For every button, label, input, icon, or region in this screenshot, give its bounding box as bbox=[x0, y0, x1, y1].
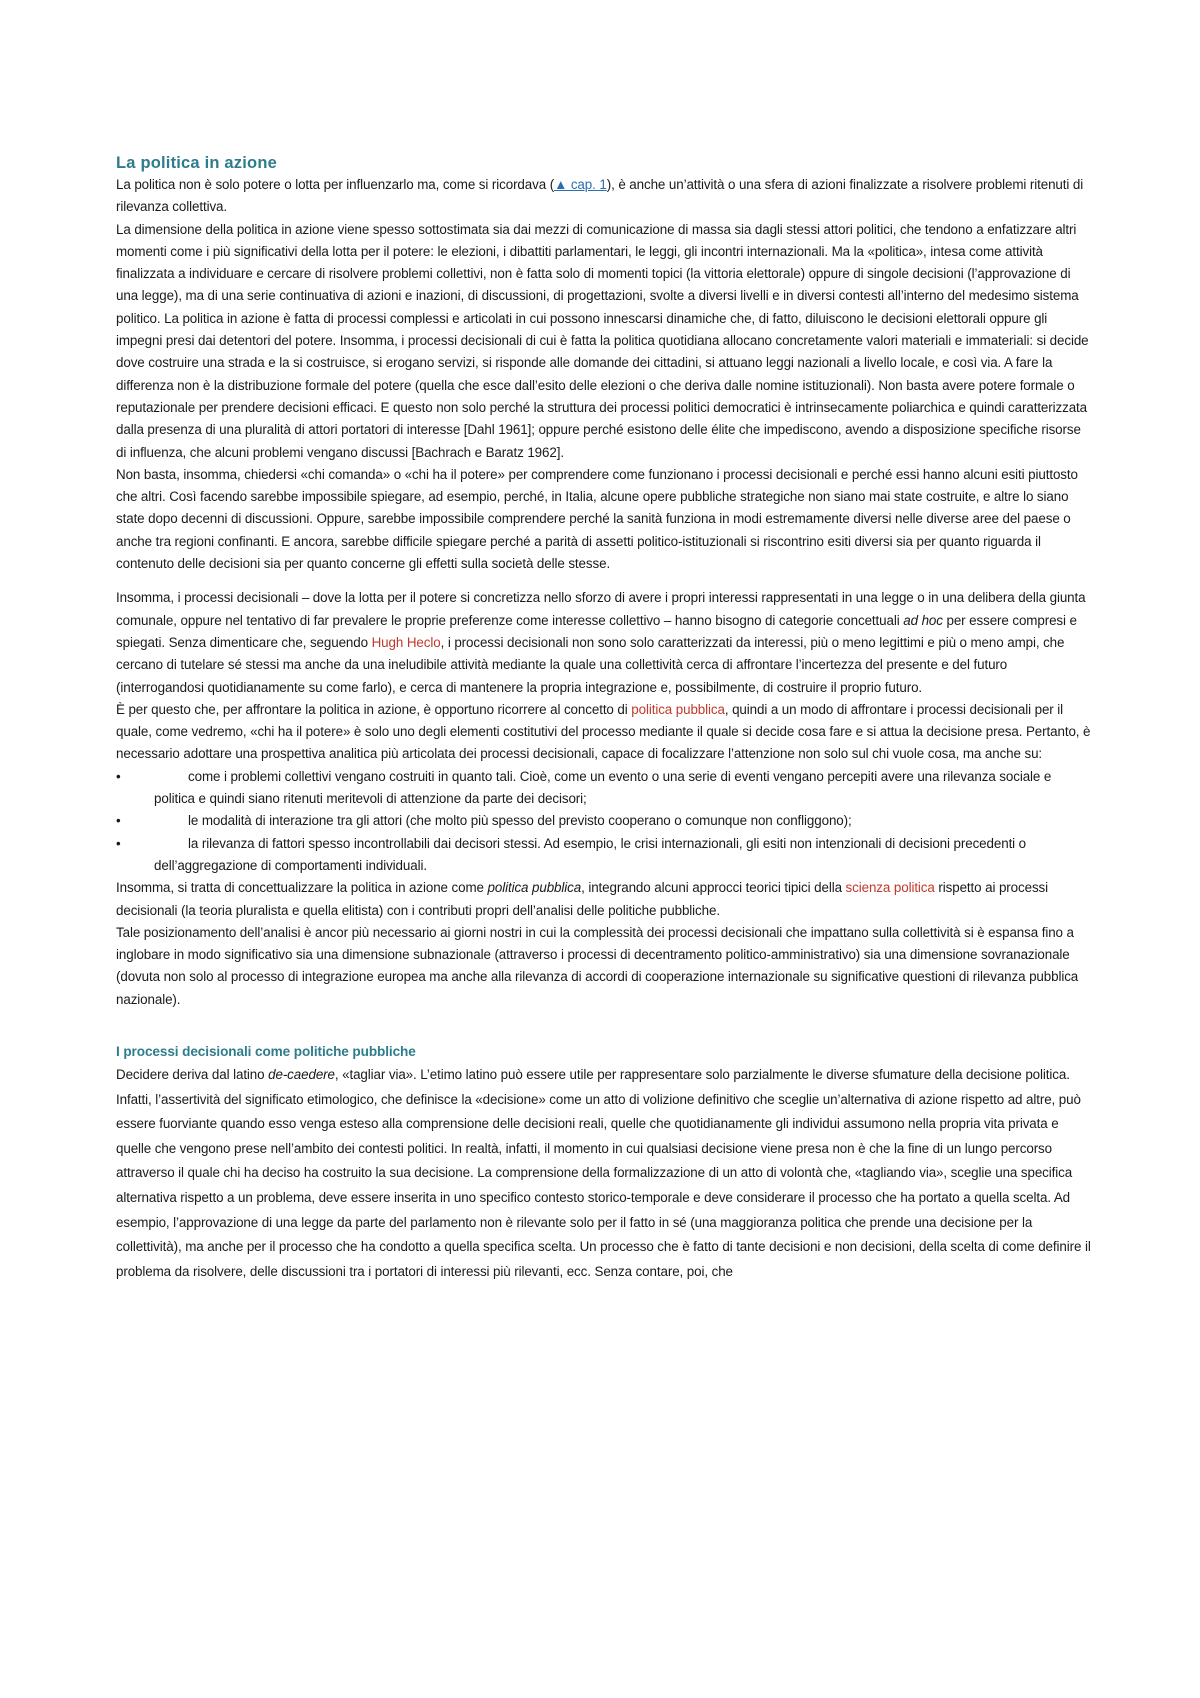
paragraph-per-questo: È per questo che, per affrontare la politica in azione, è opportuno ricorrere al concetto di politica pubblica, quindi a un modo di affrontare i processi decisionali per il quale, come vedremo, «chi ha il potere» è solo uno degli elementi costitutivi del processo mediante il quale si decide cosa fare e si attua la decisione presa. Pertanto, è necessario adottare una prospettiva analitica più articolata dei processi decisionali, capace di focalizzare l’attenzione non solo sul chi vuole cosa, ma anche su: bbox=[116, 701, 1091, 762]
bullet-list bbox=[116, 766, 1092, 877]
paragraph-concettualizzare: Insomma, si tratta di concettualizzare la politica in azione come politica pubblica, integrando alcuni approcci teorici tipici della scienza politica rispetto ai processi decisionali (la teoria pluralista e quella elitista) con i contributi propri dell’analisi delle politiche pubbliche. bbox=[116, 880, 1049, 918]
paragraph-intro: La politica non è solo potere o lotta per influenzarlo ma, come si ricordava (▲ cap. 1), è anche un’attività o una sfera di azioni finalizzate a risolvere problemi ritenuti di rilevanza collettiva. bbox=[116, 177, 1084, 215]
list-item: • le modalità di interazione tra gli attori (che molto più spesso del previsto cooperano o comunque non confliggono); bbox=[116, 810, 1092, 832]
list-item: • la rilevanza di fattori spesso incontrollabili dai decisori stessi. Ad esempio, le crisi internazionali, gli esiti non intenzionali di decisioni precedenti o dell’aggregazione di comportamenti individuali. bbox=[116, 833, 1092, 878]
bullet-icon: • bbox=[116, 835, 121, 851]
bullet-icon: • bbox=[116, 768, 121, 784]
paragraph-insomma: Insomma, i processi decisionali – dove la lotta per il potere si concretizza nello sforzo di avere i propri interessi rappresentati in una legge o in una delibera della giunta comunale, oppure nel tentativo di far prevalere le proprie preferenze come interesse collettivo – hanno bisogno di categorie concettuali ad hoc per essere compresi e spiegati. Senza dimenticare che, seguendo Hugh Heclo, i processi decisionali non sono solo caratterizzati da interessi, più o meno legittimi e più o meno ampi, che cercano di tutelare sé stessi ma anche da una ineludibile attività mediante la quale una collettività cerca di affrontare l’incertezza del presente e del futuro (interrogandosi quotidianamente su come farlo), e cerca di mantenere la propria integrazione e, possibilmente, di costruire il proprio futuro. bbox=[116, 590, 1086, 695]
term-scienza-politica[interactable]: scienza politica bbox=[845, 880, 935, 896]
paragraph-dimensione: La dimensione della politica in azione viene spesso sottostimata sia dai mezzi di comunicazione di massa sia dagli stessi attori politici, che tendono a enfatizzare altri momenti come i più significativi della lotta per il potere: le elezioni, i dibattiti parlamentari, le leggi, gli incontri internazionali. Ma la «politica», intesa come attività finalizzata a individuare e cercare di risolvere problemi collettivi, non è fatta solo di momenti topici (la vittoria elettorale) oppure di singole decisioni (l’approvazione di una legge), ma di una serie continuativa di azioni e inazioni, di discussioni, di progettazioni, svolte a diversi livelli e in diversi contesti all’interno del medesimo sistema politico. La politica in azione è fatta di processi complessi e articolati in cui possono innescarsi dinamiche che, di fatto, diluiscono le decisioni elettorali oppure gli impegni presi dai detentori del potere. Insomma, i processi decisionali di cui è fatta la politica quotidiana allocano concretamente valori materiali e immateriali: si decide dove costruire una strada e la si costruisce, si erogano servizi, si risponde alle domande dei cittadini, si attuano leggi nazionali a livello locale, e così via. A fare la differenza non è la distribuzione formale del potere (quella che esce dall’esito delle elezioni o che deriva dalle nomine istituzionali). Non basta avere potere formale o reputazionale per prendere decisioni efficaci. E questo non solo perché la struttura dei processi politici democratici è intrinsecamente poliarchica e quindi caratterizzata dalla presenza di una pluralità di attori portatori di interesse [Dahl 1961]; oppure perché esistono delle élite che impediscono, avendo a disposizione specifiche risorse di influenza, che alcuni problemi vengano discussi [Bachrach e Baratz 1962]. bbox=[116, 221, 1089, 460]
section-title-politica-in-azione: La politica in azione bbox=[116, 154, 277, 172]
list-item: • come i problemi collettivi vengano costruiti in quanto tali. Cioè, come un evento o una serie di eventi vengano percepiti avere una rilevanza sociale e politica e quindi siano ritenuti meritevoli di attenzione da parte dei decisori; bbox=[116, 766, 1092, 811]
chapter-link[interactable]: ▲ cap. 1 bbox=[554, 177, 607, 192]
paragraph-non-basta: Non basta, insomma, chiedersi «chi comanda» o «chi ha il potere» per comprendere come funzionano i processi decisionali e perché essi hanno alcuni esiti piuttosto che altri. Così facendo sarebbe impossibile spiegare, ad esempio, perché, in Italia, alcune opere pubbliche strategiche non siano mai state costruite, e altre lo siano state dopo decenni di discussioni. Oppure, sarebbe impossibile comprendere perché la sanità funziona in modi estremamente diversi nelle diverse aree del paese o anche tra regioni confinanti. E ancora, sarebbe difficile spiegare perché a parità di assetti politico-istituzionali si riscontrino esiti diversi sia per quanto riguarda il contenuto delle decisioni sia per quanto concerne gli effetti sulla società delle stesse. bbox=[116, 466, 1078, 572]
section-title-processi-decisionali: I processi decisionali come politiche pubbliche bbox=[116, 1043, 416, 1059]
term-hugh-heclo[interactable]: Hugh Heclo bbox=[371, 634, 441, 650]
document-body bbox=[116, 152, 1092, 1284]
paragraph-posizionamento: Tale posizionamento dell’analisi è ancor più necessario ai giorni nostri in cui la complessità dei processi decisionali che impattano sulla collettività si è espansa fino a inglobare in modo significativo sia una dimensione subnazionale (attraverso i processi di decentramento politico-amministrativo) sia una dimensione sovranazionale (dovuta non solo al processo di integrazione europea ma anche alla rilevanza di accordi di cooperazione internazionale su significative questioni di rilevanza pubblica nazionale). bbox=[116, 924, 1079, 1007]
bullet-icon: • bbox=[116, 813, 121, 829]
term-politica-pubblica[interactable]: politica pubblica bbox=[631, 701, 725, 717]
paragraph-decidere: Decidere deriva dal latino de-caedere, «tagliar via». L’etimo latino può essere utile per rappresentare solo parzialmente le diverse sfumature della decisione politica. Infatti, l’assertività del significato etimologico, che definisce la «decisione» come un atto di volizione definitivo che sceglie un’alternativa di azione rispetto ad altre, può essere fuorviante quando esso venga esteso alla comprensione delle decisioni reali, quelle che quotidianamente gli individui assumono nella propria vita privata e quelle che vengono prese nell’ambito dei contesti politici. In realtà, infatti, il momento in cui qualsiasi decisione viene presa non è che la fine di un lungo percorso attraverso il quale chi ha deciso ha costruito la sua decisione. La comprensione della formalizzazione di un atto di volontà che, «tagliando via», sceglie una specifica alternativa rispetto a un problema, deve essere inserita in uno specifico contesto storico-temporale e deve considerare il processo che ha portato a quella scelta. Ad esempio, l’approvazione di una legge da parte del parlamento non è rilevante solo per il fatto in sé (una maggioranza politica che prende una decisione per la collettività), ma anche per il processo che ha condotto a quella specifica scelta. Un processo che è fatto di tante decisioni e non decisioni, della scelta di come definire il problema da risolvere, delle discussioni tra i portatori di interessi più rilevanti, ecc. Senza contare, poi, che bbox=[116, 1066, 1091, 1279]
